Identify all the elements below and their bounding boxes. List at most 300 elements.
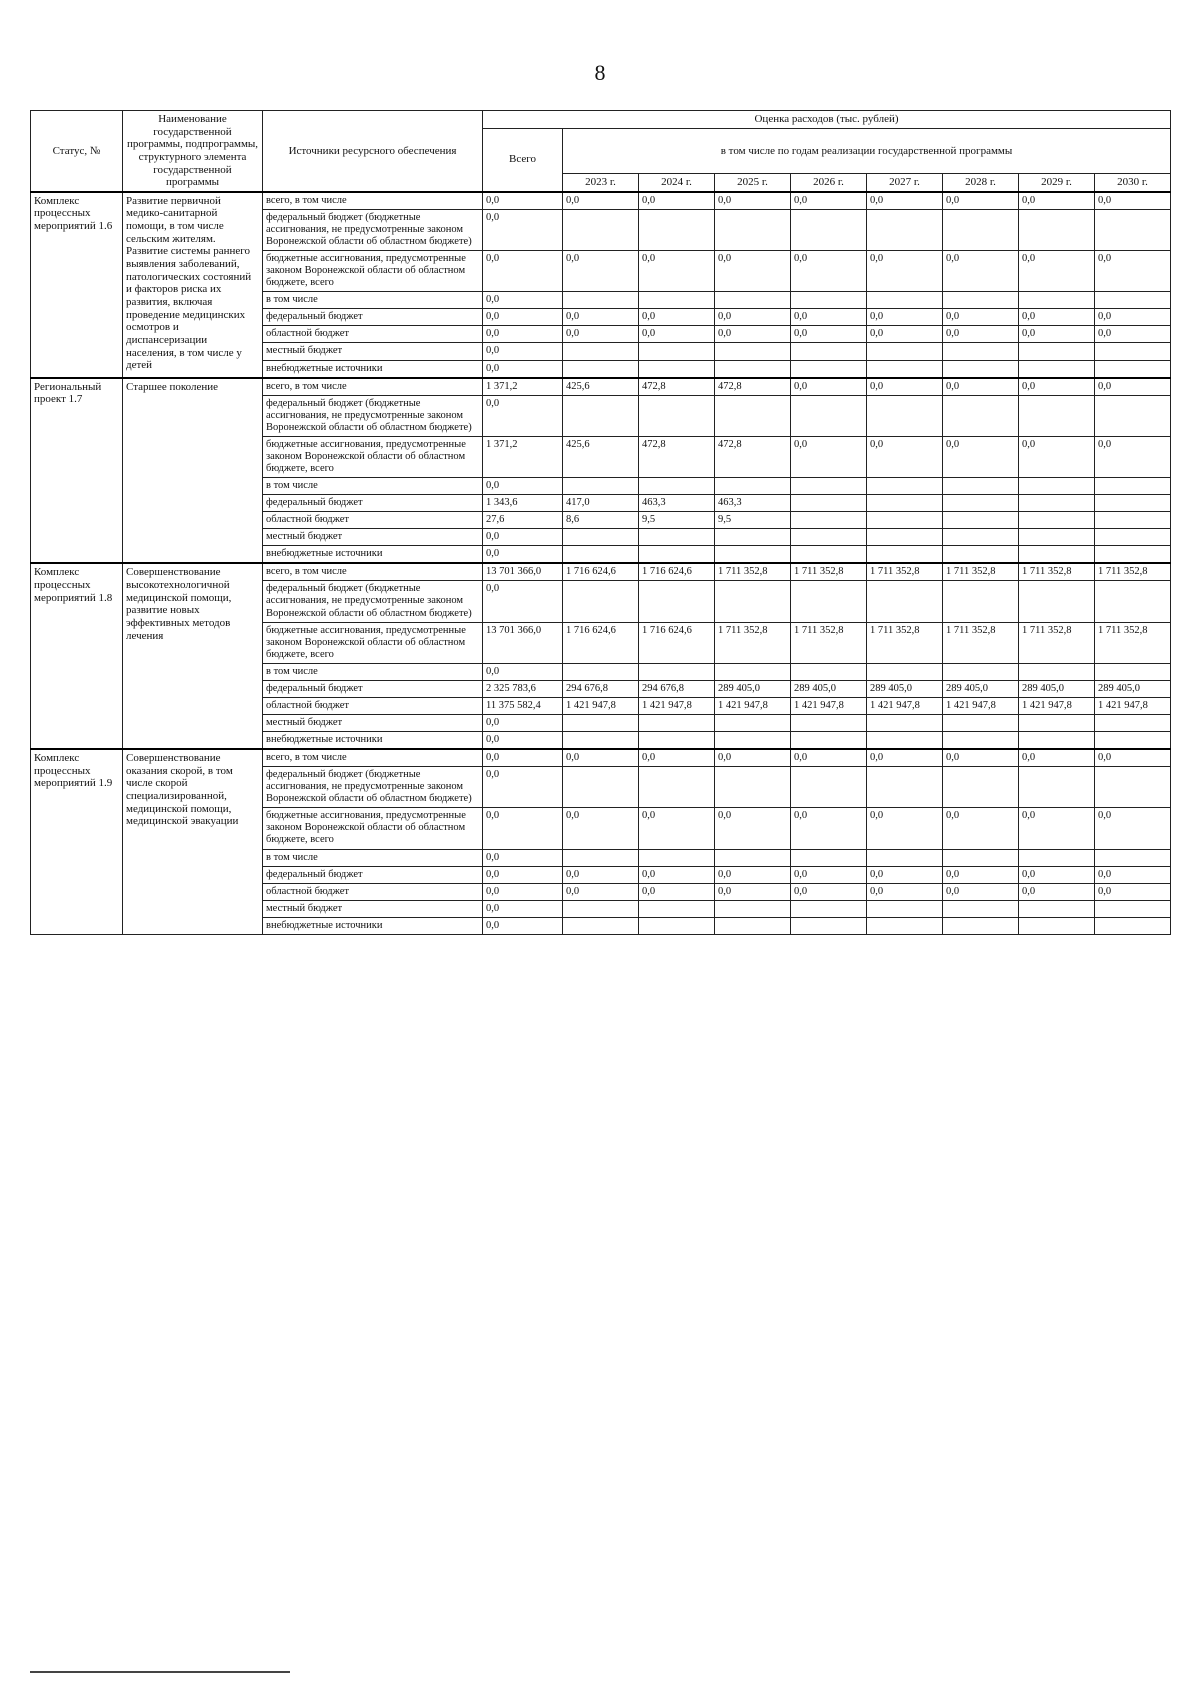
year-value-cell [1095,767,1171,808]
year-value-cell [639,292,715,309]
year-value-cell: 0,0 [943,378,1019,396]
year-value-cell [867,917,943,934]
total-cell: 0,0 [483,209,563,250]
year-value-cell [639,478,715,495]
funding-source: всего, в том числе [263,749,483,767]
program-status: Комплекс процессных мероприятий 1.6 [31,192,123,378]
total-cell: 0,0 [483,360,563,378]
table-row [31,749,1171,767]
year-value-cell [639,529,715,546]
year-value-cell: 0,0 [1095,883,1171,900]
year-value-cell: 0,0 [1019,309,1095,326]
year-value-cell [867,546,943,564]
total-cell: 27,6 [483,512,563,529]
total-cell: 0,0 [483,192,563,210]
table-header [31,111,1171,192]
year-value-cell [1095,529,1171,546]
year-value-cell: 0,0 [715,192,791,210]
year-value-cell [867,209,943,250]
funding-source: бюджетные ассигнования, предусмотренные законом Воронежской области об областном бюджете, всего [263,622,483,663]
year-value-cell: 0,0 [791,883,867,900]
year-value-cell: 0,0 [563,866,639,883]
year-value-cell [715,581,791,622]
year-value-cell [791,343,867,360]
total-cell: 0,0 [483,808,563,849]
year-value-cell: 0,0 [1019,251,1095,292]
year-value-cell [791,495,867,512]
year-value-cell [563,849,639,866]
year-value-cell: 0,0 [563,309,639,326]
header-by-years: в том числе по годам реализации государственной программы [563,128,1171,174]
year-value-cell: 1 711 352,8 [715,622,791,663]
year-value-cell: 1 711 352,8 [1095,563,1171,581]
year-value-cell [1019,546,1095,564]
total-cell: 0,0 [483,849,563,866]
year-value-cell [639,900,715,917]
year-value-cell [1095,495,1171,512]
year-value-cell: 9,5 [715,512,791,529]
total-cell: 13 701 366,0 [483,622,563,663]
total-cell: 0,0 [483,663,563,680]
year-value-cell [1019,478,1095,495]
year-value-cell [867,714,943,731]
year-value-cell: 1 421 947,8 [715,697,791,714]
year-value-cell [791,546,867,564]
year-value-cell: 1 716 624,6 [563,563,639,581]
header-source: Источники ресурсного обеспечения [263,111,483,192]
program-status: Комплекс процессных мероприятий 1.9 [31,749,123,934]
year-value-cell [1019,581,1095,622]
funding-source: федеральный бюджет (бюджетные ассигнования, не предусмотренные законом Воронежской области об областном бюджете) [263,767,483,808]
funding-source: местный бюджет [263,529,483,546]
year-value-cell: 0,0 [1019,808,1095,849]
year-value-cell [639,849,715,866]
year-value-cell: 0,0 [563,192,639,210]
year-value-cell [943,546,1019,564]
year-value-cell: 0,0 [715,749,791,767]
year-value-cell: 472,8 [639,436,715,477]
year-value-cell [563,478,639,495]
year-value-cell: 463,3 [639,495,715,512]
year-value-cell: 1 421 947,8 [639,697,715,714]
year-value-cell [791,529,867,546]
year-value-cell [867,512,943,529]
header-year: 2030 г. [1095,174,1171,192]
total-cell: 0,0 [483,309,563,326]
funding-source: федеральный бюджет (бюджетные ассигнования, не предусмотренные законом Воронежской области об областном бюджете) [263,395,483,436]
year-value-cell [715,663,791,680]
funding-source: в том числе [263,478,483,495]
funding-source: в том числе [263,849,483,866]
funding-source: всего, в том числе [263,378,483,396]
year-value-cell [639,581,715,622]
year-value-cell: 0,0 [639,808,715,849]
total-cell: 0,0 [483,767,563,808]
funding-source: в том числе [263,663,483,680]
total-cell: 0,0 [483,732,563,750]
year-value-cell [791,900,867,917]
year-value-cell: 0,0 [1095,326,1171,343]
table-row [31,192,1171,210]
year-value-cell [639,209,715,250]
funding-source: внебюджетные источники [263,546,483,564]
year-value-cell: 0,0 [867,326,943,343]
year-value-cell: 0,0 [791,749,867,767]
year-value-cell: 289 405,0 [867,680,943,697]
year-value-cell [867,849,943,866]
year-value-cell: 1 421 947,8 [791,697,867,714]
year-value-cell: 0,0 [867,866,943,883]
year-value-cell [1095,714,1171,731]
year-value-cell [715,546,791,564]
year-value-cell: 0,0 [1019,326,1095,343]
year-value-cell [639,395,715,436]
year-value-cell [1095,581,1171,622]
year-value-cell [715,343,791,360]
year-value-cell: 0,0 [867,192,943,210]
year-value-cell: 0,0 [1019,436,1095,477]
year-value-cell: 0,0 [943,436,1019,477]
year-value-cell [715,209,791,250]
year-value-cell [943,512,1019,529]
budget-table-sheet [30,110,1170,935]
funding-source: областной бюджет [263,883,483,900]
year-value-cell [791,714,867,731]
funding-source: в том числе [263,292,483,309]
year-value-cell [1019,495,1095,512]
year-value-cell [563,917,639,934]
year-value-cell: 0,0 [1019,749,1095,767]
year-value-cell [867,395,943,436]
year-value-cell [1095,360,1171,378]
year-value-cell [943,849,1019,866]
year-value-cell: 0,0 [715,326,791,343]
page-number: 8 [594,60,606,85]
year-value-cell: 0,0 [867,251,943,292]
year-value-cell: 0,0 [791,808,867,849]
year-value-cell: 0,0 [791,436,867,477]
year-value-cell: 1 716 624,6 [639,563,715,581]
year-value-cell: 294 676,8 [639,680,715,697]
year-value-cell [563,732,639,750]
funding-source: местный бюджет [263,714,483,731]
year-value-cell [791,395,867,436]
year-value-cell: 0,0 [639,866,715,883]
year-value-cell: 472,8 [715,378,791,396]
year-value-cell [791,478,867,495]
year-value-cell [1095,900,1171,917]
year-value-cell: 0,0 [1019,192,1095,210]
year-value-cell [943,917,1019,934]
header-total: Всего [483,128,563,192]
year-value-cell: 0,0 [563,749,639,767]
table-row [31,378,1171,396]
year-value-cell [791,663,867,680]
total-cell: 11 375 582,4 [483,697,563,714]
year-value-cell [1095,343,1171,360]
header-status: Статус, № [31,111,123,192]
year-value-cell [715,529,791,546]
year-value-cell [867,360,943,378]
table-body [31,192,1171,935]
year-value-cell [563,209,639,250]
year-value-cell: 472,8 [639,378,715,396]
total-cell: 0,0 [483,749,563,767]
year-value-cell: 0,0 [1095,866,1171,883]
year-value-cell [563,546,639,564]
funding-source: федеральный бюджет (бюджетные ассигнования, не предусмотренные законом Воронежской области об областном бюджете) [263,209,483,250]
year-value-cell [1019,292,1095,309]
year-value-cell [1019,900,1095,917]
funding-source: областной бюджет [263,512,483,529]
total-cell: 0,0 [483,343,563,360]
year-value-cell [715,732,791,750]
year-value-cell [943,395,1019,436]
year-value-cell [639,360,715,378]
year-value-cell: 1 421 947,8 [943,697,1019,714]
year-value-cell: 0,0 [791,326,867,343]
year-value-cell [943,900,1019,917]
year-value-cell: 289 405,0 [943,680,1019,697]
year-value-cell: 1 711 352,8 [943,622,1019,663]
funding-source: местный бюджет [263,900,483,917]
year-value-cell [563,581,639,622]
header-year: 2023 г. [563,174,639,192]
year-value-cell: 1 716 624,6 [563,622,639,663]
year-value-cell [791,512,867,529]
year-value-cell [867,478,943,495]
year-value-cell: 0,0 [639,192,715,210]
total-cell: 0,0 [483,714,563,731]
year-value-cell: 0,0 [791,378,867,396]
year-value-cell: 0,0 [867,808,943,849]
year-value-cell: 0,0 [943,883,1019,900]
year-value-cell [791,292,867,309]
year-value-cell: 472,8 [715,436,791,477]
year-value-cell: 425,6 [563,378,639,396]
year-value-cell: 0,0 [1095,251,1171,292]
footer-rule [30,1671,290,1673]
funding-source: федеральный бюджет [263,495,483,512]
year-value-cell [1095,292,1171,309]
year-value-cell: 1 711 352,8 [867,563,943,581]
year-value-cell [563,900,639,917]
year-value-cell: 1 711 352,8 [715,563,791,581]
year-value-cell [791,767,867,808]
budget-table [30,110,1171,935]
program-status: Комплекс процессных мероприятий 1.8 [31,563,123,749]
year-value-cell [943,478,1019,495]
year-value-cell [563,767,639,808]
year-value-cell [1019,395,1095,436]
year-value-cell: 8,6 [563,512,639,529]
funding-source: областной бюджет [263,697,483,714]
year-value-cell: 0,0 [943,192,1019,210]
year-value-cell: 463,3 [715,495,791,512]
year-value-cell [791,917,867,934]
year-value-cell [1095,732,1171,750]
year-value-cell: 1 711 352,8 [1019,622,1095,663]
year-value-cell [563,663,639,680]
year-value-cell [1019,209,1095,250]
header-name: Наименование государственной программы, подпрограммы, структурного элемента государственной программы [123,111,263,192]
header-year: 2024 г. [639,174,715,192]
total-cell: 0,0 [483,529,563,546]
year-value-cell: 0,0 [563,808,639,849]
year-value-cell [563,360,639,378]
year-value-cell [943,529,1019,546]
year-value-cell [715,478,791,495]
year-value-cell: 1 711 352,8 [1095,622,1171,663]
year-value-cell [1019,917,1095,934]
year-value-cell [1019,849,1095,866]
header-year: 2028 г. [943,174,1019,192]
year-value-cell [943,732,1019,750]
year-value-cell [943,209,1019,250]
year-value-cell [867,767,943,808]
funding-source: всего, в том числе [263,563,483,581]
year-value-cell: 1 711 352,8 [943,563,1019,581]
total-cell: 13 701 366,0 [483,563,563,581]
year-value-cell [791,360,867,378]
year-value-cell [715,292,791,309]
program-name: Совершенствование высокотехнологичной медицинской помощи, развитие новых эффективных методов лечения [123,563,263,749]
year-value-cell: 1 421 947,8 [563,697,639,714]
year-value-cell: 0,0 [943,749,1019,767]
year-value-cell: 0,0 [1095,749,1171,767]
year-value-cell [867,292,943,309]
year-value-cell: 1 711 352,8 [1019,563,1095,581]
year-value-cell [1095,917,1171,934]
year-value-cell [563,529,639,546]
year-value-cell: 289 405,0 [791,680,867,697]
year-value-cell [1095,395,1171,436]
year-value-cell [867,732,943,750]
year-value-cell: 0,0 [639,326,715,343]
total-cell: 0,0 [483,581,563,622]
year-value-cell [715,395,791,436]
total-cell: 1 371,2 [483,436,563,477]
year-value-cell: 0,0 [1095,808,1171,849]
funding-source: бюджетные ассигнования, предусмотренные законом Воронежской области об областном бюджете, всего [263,251,483,292]
year-value-cell [715,714,791,731]
funding-source: федеральный бюджет [263,866,483,883]
header-year: 2027 г. [867,174,943,192]
year-value-cell [1019,343,1095,360]
total-cell: 0,0 [483,917,563,934]
year-value-cell: 0,0 [943,808,1019,849]
table-row [31,563,1171,581]
year-value-cell [943,767,1019,808]
year-value-cell: 1 711 352,8 [867,622,943,663]
year-value-cell [1095,512,1171,529]
year-value-cell: 425,6 [563,436,639,477]
header-year: 2029 г. [1019,174,1095,192]
year-value-cell [639,767,715,808]
year-value-cell [715,360,791,378]
year-value-cell: 0,0 [943,326,1019,343]
header-year: 2025 г. [715,174,791,192]
year-value-cell: 0,0 [639,749,715,767]
year-value-cell [943,495,1019,512]
year-value-cell [1019,529,1095,546]
year-value-cell [791,209,867,250]
year-value-cell: 0,0 [1019,378,1095,396]
total-cell: 2 325 783,6 [483,680,563,697]
year-value-cell [943,292,1019,309]
year-value-cell: 0,0 [1095,436,1171,477]
year-value-cell [867,343,943,360]
total-cell: 1 371,2 [483,378,563,396]
year-value-cell [1019,767,1095,808]
year-value-cell: 0,0 [1019,883,1095,900]
year-value-cell: 0,0 [1095,309,1171,326]
year-value-cell [867,581,943,622]
year-value-cell: 0,0 [563,326,639,343]
year-value-cell: 1 716 624,6 [639,622,715,663]
total-cell: 0,0 [483,251,563,292]
year-value-cell [791,581,867,622]
funding-source: внебюджетные источники [263,917,483,934]
funding-source: бюджетные ассигнования, предусмотренные законом Воронежской области об областном бюджете, всего [263,808,483,849]
header-year: 2026 г. [791,174,867,192]
total-cell: 0,0 [483,883,563,900]
year-value-cell: 0,0 [639,251,715,292]
year-value-cell: 1 421 947,8 [1095,697,1171,714]
year-value-cell [943,714,1019,731]
year-value-cell [639,714,715,731]
year-value-cell [715,917,791,934]
year-value-cell: 0,0 [791,309,867,326]
year-value-cell: 1 421 947,8 [867,697,943,714]
funding-source: областной бюджет [263,326,483,343]
year-value-cell: 289 405,0 [1019,680,1095,697]
year-value-cell [943,343,1019,360]
year-value-cell: 294 676,8 [563,680,639,697]
year-value-cell: 1 711 352,8 [791,563,867,581]
year-value-cell: 0,0 [791,866,867,883]
year-value-cell: 0,0 [715,883,791,900]
year-value-cell [867,663,943,680]
year-value-cell: 0,0 [1095,192,1171,210]
year-value-cell: 289 405,0 [1095,680,1171,697]
year-value-cell [639,546,715,564]
year-value-cell [563,343,639,360]
year-value-cell: 0,0 [563,883,639,900]
year-value-cell: 0,0 [715,808,791,849]
year-value-cell [715,900,791,917]
total-cell: 0,0 [483,395,563,436]
year-value-cell: 0,0 [867,436,943,477]
year-value-cell: 0,0 [867,749,943,767]
year-value-cell [639,343,715,360]
year-value-cell [791,849,867,866]
total-cell: 0,0 [483,900,563,917]
year-value-cell [867,529,943,546]
year-value-cell [639,663,715,680]
year-value-cell [1095,478,1171,495]
funding-source: внебюджетные источники [263,732,483,750]
funding-source: федеральный бюджет (бюджетные ассигнования, не предусмотренные законом Воронежской области об областном бюджете) [263,581,483,622]
year-value-cell: 0,0 [639,883,715,900]
year-value-cell [639,732,715,750]
year-value-cell [1019,732,1095,750]
year-value-cell: 0,0 [943,866,1019,883]
funding-source: федеральный бюджет [263,680,483,697]
year-value-cell [1019,512,1095,529]
program-name: Старшее поколение [123,378,263,564]
program-name: Совершенствование оказания скорой, в том числе скорой специализированной, медицинской помощи, медицинской эвакуации [123,749,263,934]
